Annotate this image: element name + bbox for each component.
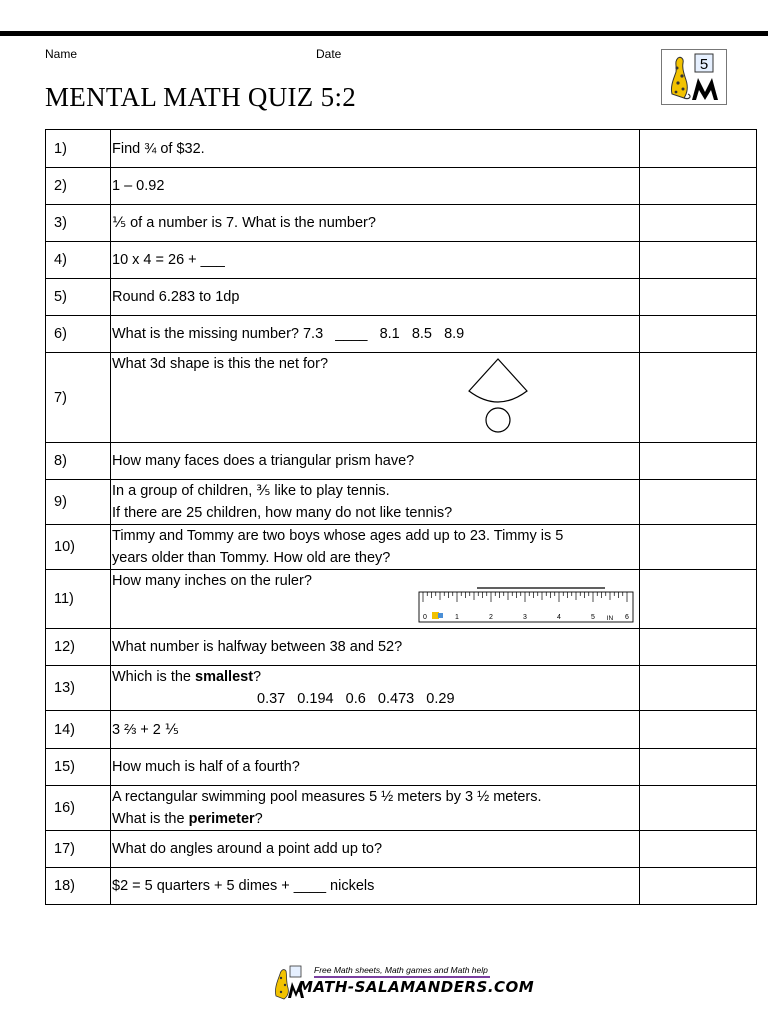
ruler-diagram xyxy=(417,584,639,628)
question-row xyxy=(46,786,757,831)
footer-site-name: MATH-SALAMANDERS.COM xyxy=(298,978,535,996)
question-row xyxy=(46,316,757,353)
question-row xyxy=(46,168,757,205)
answer-cell[interactable] xyxy=(640,168,757,205)
question-number: 15) xyxy=(46,749,111,786)
question-number: 9) xyxy=(46,480,111,525)
answer-cell[interactable] xyxy=(640,831,757,868)
page-title: MENTAL MATH QUIZ 5:2 xyxy=(45,82,357,112)
name-label: Name xyxy=(45,47,78,61)
question-row xyxy=(46,242,757,279)
ruler-number: 0 xyxy=(423,614,427,621)
question-text: ⅕ of a number is 7. What is the number? xyxy=(112,215,376,231)
question-number: 11) xyxy=(46,570,111,629)
question-text: 3 ⅔ + 2 ⅕ xyxy=(112,721,179,738)
question-number: 17) xyxy=(46,831,111,868)
question-number: 14) xyxy=(46,711,111,749)
question-row xyxy=(46,443,757,480)
ruler-number: 3 xyxy=(523,614,527,621)
answer-cell[interactable] xyxy=(640,525,757,570)
question-text-line-2: years older than Tommy. How old are they? xyxy=(112,550,391,566)
question-number: 18) xyxy=(46,868,111,905)
question-row xyxy=(46,480,757,525)
question-number: 2) xyxy=(46,168,111,205)
answer-cell[interactable] xyxy=(640,570,757,629)
answer-cell[interactable] xyxy=(640,868,757,905)
question-number: 16) xyxy=(46,786,111,831)
cone-net-diagram xyxy=(461,357,541,437)
question-number: 4) xyxy=(46,242,111,279)
question-text-line-2: What is the perimeter? xyxy=(112,811,263,827)
math-salamanders-logo xyxy=(661,49,727,105)
question-number: 3) xyxy=(46,205,111,242)
ruler-number: 1 xyxy=(455,614,459,621)
question-text-line-1: Which is the smallest? xyxy=(112,669,262,685)
answer-cell[interactable] xyxy=(640,279,757,316)
answer-cell[interactable] xyxy=(640,786,757,831)
question-number: 10) xyxy=(46,525,111,570)
ruler-number: 4 xyxy=(557,614,561,621)
question-number: 8) xyxy=(46,443,111,480)
ruler-number: 6 xyxy=(625,614,629,621)
answer-cell[interactable] xyxy=(640,480,757,525)
answer-cell[interactable] xyxy=(640,316,757,353)
question-row xyxy=(46,711,757,749)
question-text: $2 = 5 quarters + 5 dimes + ____ nickels xyxy=(112,878,375,894)
answer-cell[interactable] xyxy=(640,205,757,242)
question-number: 5) xyxy=(46,279,111,316)
question-text: 1 – 0.92 xyxy=(112,178,165,194)
answer-cell[interactable] xyxy=(640,242,757,279)
question-row xyxy=(46,279,757,316)
question-text: What number is halfway between 38 and 52? xyxy=(112,639,403,655)
question-text: How many faces does a triangular prism have? xyxy=(112,453,415,469)
question-row xyxy=(46,666,757,711)
question-text: What 3d shape is this the net for? xyxy=(112,356,329,372)
ruler-number: 5 xyxy=(591,614,595,621)
answer-cell[interactable] xyxy=(640,749,757,786)
salamander-icon xyxy=(671,57,690,98)
question-row xyxy=(46,205,757,242)
question-row xyxy=(46,831,757,868)
question-number: 1) xyxy=(46,130,111,168)
answer-cell[interactable] xyxy=(640,711,757,749)
footer-logo xyxy=(270,962,535,1000)
question-text: Round 6.283 to 1dp xyxy=(112,289,240,305)
question-number: 6) xyxy=(46,316,111,353)
date-label: Date xyxy=(316,47,342,61)
question-number: 13) xyxy=(46,666,111,711)
question-text: Find ¾ of $32. xyxy=(112,140,205,157)
question-text: How many inches on the ruler? xyxy=(112,573,312,589)
question-text-line-1: Timmy and Tommy are two boys whose ages add up to 23. Timmy is 5 xyxy=(112,528,564,544)
question-number: 7) xyxy=(46,353,111,443)
question-row xyxy=(46,629,757,666)
mini-logo-icon xyxy=(432,612,443,619)
question-row xyxy=(46,130,757,168)
question-text-line-1: In a group of children, ⅗ like to play tennis. xyxy=(112,483,390,499)
answer-cell[interactable] xyxy=(640,629,757,666)
question-text: 10 x 4 = 26 + ___ xyxy=(112,252,225,268)
question-text-line-1: A rectangular swimming pool measures 5 ½ meters by 3 ½ meters. xyxy=(112,789,542,805)
quiz-table xyxy=(45,129,757,905)
top-rule xyxy=(0,31,768,36)
answer-options: 0.37 0.194 0.6 0.473 0.29 xyxy=(257,691,455,707)
question-row xyxy=(46,868,757,905)
ruler-unit-label: IN xyxy=(606,615,614,622)
question-text: What do angles around a point add up to? xyxy=(112,841,383,857)
ruler-number: 2 xyxy=(489,614,493,621)
question-row xyxy=(46,525,757,570)
question-text: What is the missing number? 7.3 ____ 8.1 8.5 8.9 xyxy=(112,326,465,342)
answer-cell[interactable] xyxy=(640,666,757,711)
answer-cell[interactable] xyxy=(640,353,757,443)
question-row xyxy=(46,570,757,629)
question-text: How much is half of a fourth? xyxy=(112,759,300,775)
question-row xyxy=(46,353,757,443)
answer-cell[interactable] xyxy=(640,443,757,480)
question-number: 12) xyxy=(46,629,111,666)
footer-tagline: Free Math sheets, Math games and Math help xyxy=(314,965,488,975)
question-text-line-2: If there are 25 children, how many do not like tennis? xyxy=(112,505,453,521)
question-row xyxy=(46,749,757,786)
answer-cell[interactable] xyxy=(640,130,757,168)
svg-text:5: 5 xyxy=(699,56,709,73)
